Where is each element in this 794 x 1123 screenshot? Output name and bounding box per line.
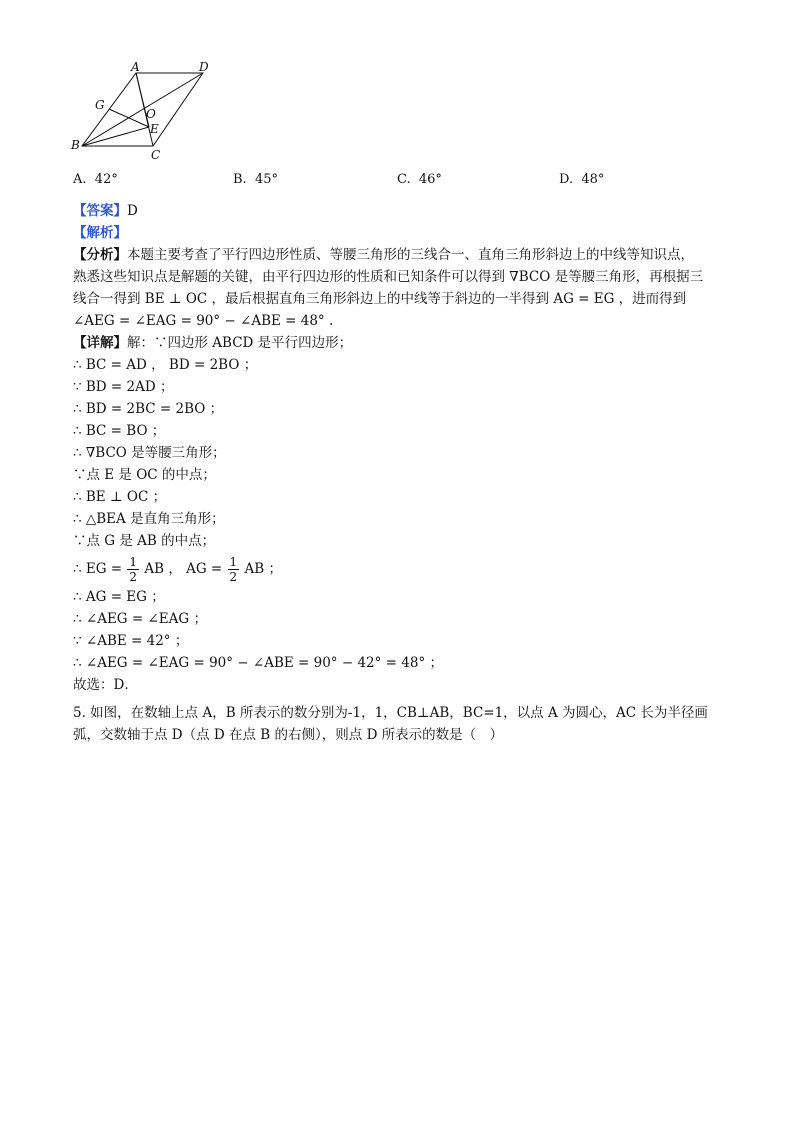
frac-mid-2: AB ； [244, 561, 282, 577]
frac-mid-1: AB ， AG = [144, 561, 223, 577]
fenxi-tag: 【分析】 [73, 247, 127, 263]
label-g: G [95, 98, 105, 112]
detail-step-5: ∴ ∇BCO 是等腰三角形； [73, 445, 226, 461]
fenxi-line-2: 熟悉这些知识点是解题的关键，由平行四边形的性质和已知条件可以得到 ∇BCO 是等腰三角形，再根据三 [73, 269, 704, 285]
choice-d [559, 172, 604, 187]
frac-prefix: ∴ EG = [73, 561, 123, 577]
fraction-denominator: 2 [129, 570, 138, 584]
choice-c [397, 172, 442, 187]
label-o: O [146, 107, 156, 121]
label-e: E [150, 122, 159, 136]
label-b: B [71, 138, 80, 152]
answer-tag: 【答案】 [73, 203, 127, 219]
fraction-numerator: 1 [129, 555, 138, 569]
detail-step-6: ∵点 E 是 OC 的中点； [73, 467, 216, 483]
label-d: D [199, 60, 209, 74]
choice-d-value: 48° [581, 172, 605, 187]
choice-c-label: C. [397, 172, 411, 187]
detail-step-9: ∵点 G 是 AB 的中点； [73, 533, 216, 549]
choice-d-label: D. [559, 172, 574, 187]
analysis-heading [73, 222, 733, 244]
label-c: C [151, 148, 161, 162]
choice-a-value: 42° [94, 172, 118, 187]
detail-step-7: ∴ BE ⊥ OC ； [73, 489, 167, 505]
detail-step-11: ∴ ∠AEG = ∠EAG ； [73, 611, 207, 627]
parallelogram-figure [68, 60, 228, 165]
detail-intro: 解：∵四边形 ABCD 是平行四边形； [127, 335, 353, 351]
choice-b-label: B. [233, 172, 247, 187]
detail-step-13: ∴ ∠AEG = ∠EAG = 90° − ∠ABE = 90° − 42° = 48° ； [73, 655, 443, 671]
choice-a-label: A. [73, 172, 87, 187]
fraction-half-1 [127, 555, 139, 584]
fraction-half-2 [228, 555, 240, 584]
segment-be [82, 127, 149, 146]
detail-tag: 【详解】 [73, 335, 127, 351]
detail-step-4: ∴ BC = BO ； [73, 423, 166, 439]
choice-b-value: 45° [254, 172, 278, 187]
fenxi-text-1: 本题主要考查了平行四边形性质、等腰三角形的三线合一、直角三角形斜边上的中线等知识点， [127, 247, 694, 263]
label-a: A [131, 60, 140, 74]
next-question-line-2: 弧，交数轴于点 D（点 D 在点 B 的右侧），则点 D 所表示的数是（ ） [73, 727, 504, 743]
fenxi-line-4: ∠AEG = ∠EAG = 90° − ∠ABE = 48° . [73, 313, 334, 329]
next-question-line-1: 5. 如图，在数轴上点 A，B 所表示的数分别为-1，1，CB⊥AB，BC=1，以点 A 为圆心，AC 长为半径画 [73, 705, 708, 721]
choice-a [73, 172, 118, 187]
detail-step-2: ∵ BD = 2AD ； [73, 379, 174, 395]
solution-body [73, 200, 733, 746]
conclusion-line: 故选：D． [73, 677, 138, 693]
fraction-denominator: 2 [229, 570, 238, 584]
fenxi-line-1 [73, 244, 733, 266]
detail-step-12: ∵ ∠ABE = 42° ； [73, 633, 189, 649]
answer-value: D [127, 203, 138, 219]
answer-line [73, 200, 733, 222]
detail-step-8: ∴ △BEA 是直角三角形； [73, 511, 225, 527]
detail-step-3: ∴ BD = 2BC = 2BO ； [73, 401, 224, 417]
fenxi-line-3: 线合一得到 BE ⊥ OC ，最后根据直角三角形斜边上的中线等于斜边的一半得到 AG = EG ，进而得到 [73, 291, 687, 307]
fraction-numerator: 1 [229, 555, 238, 569]
detail-step-1: ∴ BC = AD ， BD = 2BO ； [73, 357, 258, 373]
segment-ge [109, 109, 149, 127]
analysis-tag: 【解析】 [73, 225, 127, 241]
detail-fraction-line [73, 552, 733, 586]
parallelogram-diagram [68, 60, 228, 165]
choice-b [233, 172, 278, 187]
detail-step-10: ∴ AG = EG ； [73, 589, 165, 605]
detail-intro-line [73, 332, 733, 354]
answer-choices [73, 172, 723, 192]
choice-c-value: 46° [418, 172, 442, 187]
